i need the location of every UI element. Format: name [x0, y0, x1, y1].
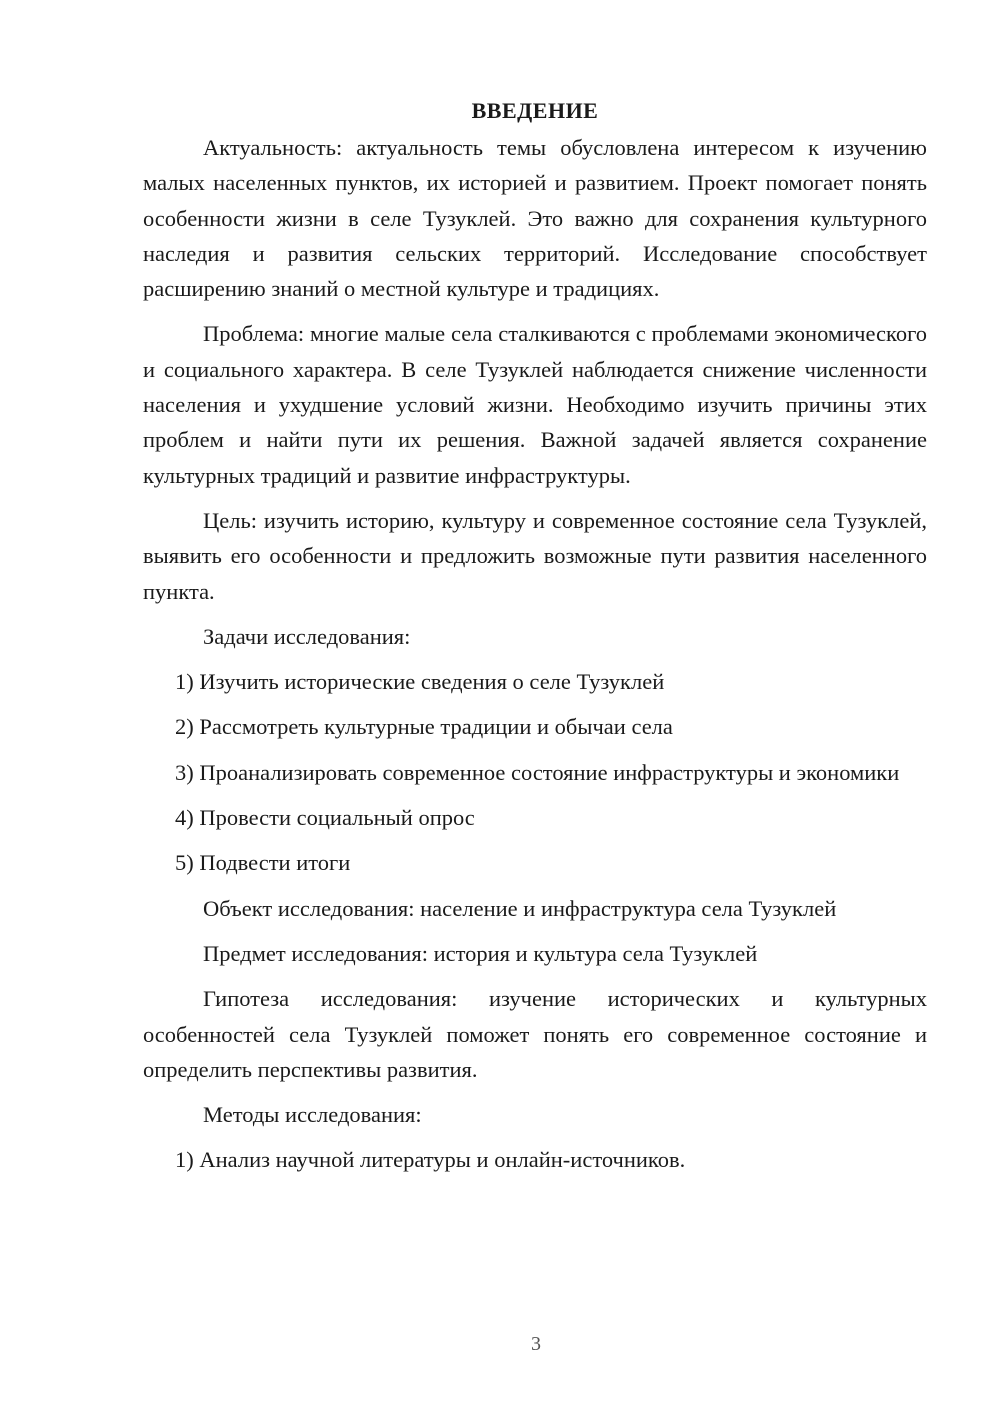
- hypothesis-paragraph: Гипотеза исследования: изучение исторических и культурных особенностей села Тузуклей поможет понять его современное состояние и определить перспективы развития.: [143, 986, 927, 1082]
- problem-paragraph: Проблема: многие малые села сталкиваются с проблемами экономического и социального характера. В селе Тузуклей наблюдается снижение численности населения и ухудшение условий жизни. Необходимо изучить причины этих проблем и найти пути их решения. Важной задачей является сохранение культурных традиций и развитие инфраструктуры.: [143, 321, 927, 488]
- task-item-4: 4) Провести социальный опрос: [175, 805, 475, 831]
- page-content: [143, 96, 927, 1188]
- task-item-5: 5) Подвести итоги: [175, 850, 351, 876]
- page-number: 3: [531, 1333, 541, 1355]
- task-item-1: 1) Изучить исторические сведения о селе Тузуклей: [175, 669, 665, 695]
- task-item-3: 3) Проанализировать современное состояние инфраструктуры и экономики: [175, 759, 900, 785]
- goal-paragraph: Цель: изучить историю, культуру и современное состояние села Тузуклей, выявить его особенности и предложить возможные пути развития населенного пункта.: [143, 507, 927, 604]
- methods-heading: Методы исследования:: [203, 1102, 422, 1128]
- task-item-2: 2) Рассмотреть культурные традиции и обычаи села: [175, 714, 673, 740]
- method-item-1: 1) Анализ научной литературы и онлайн-источников.: [175, 1147, 686, 1173]
- research-object: Объект исследования: население и инфраструктура села Тузуклей: [203, 895, 837, 921]
- tasks-heading: Задачи исследования:: [203, 623, 411, 649]
- section-title: ВВЕДЕНИЕ: [471, 98, 599, 123]
- research-subject: Предмет исследования: история и культура села Тузуклей: [203, 940, 758, 966]
- relevance-paragraph: Актуальность: актуальность темы обусловлена интересом к изучению малых населенных пунктов, их историей и развитием. Проект помогает понять особенности жизни в селе Тузуклей. Это важно для сохранения культурного наследия и развития сельских территорий. Исследование способствует расширению знаний о местной культуре и традициях.: [143, 135, 927, 302]
